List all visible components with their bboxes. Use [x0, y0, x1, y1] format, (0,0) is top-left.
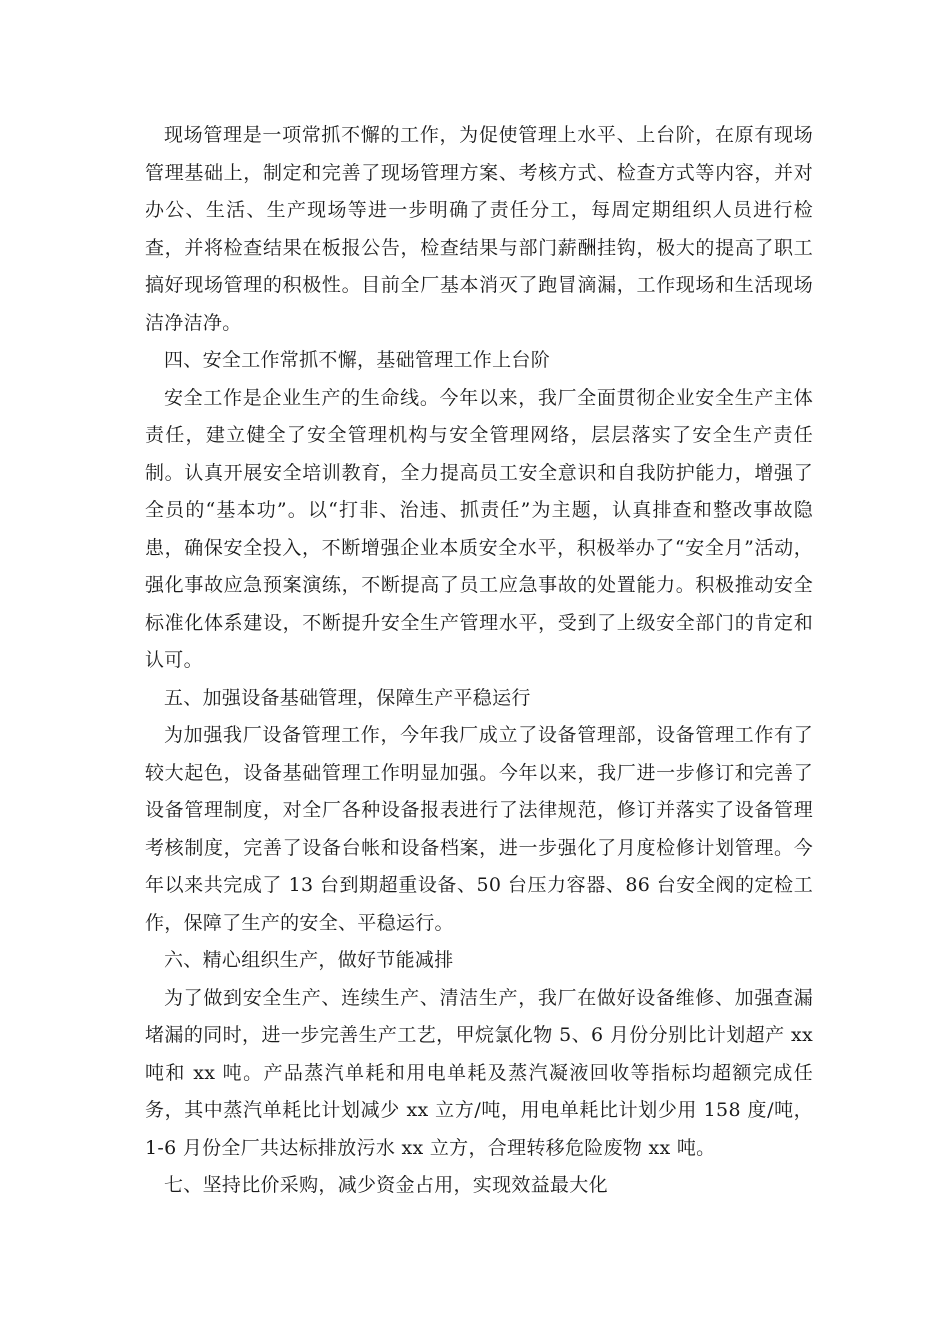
heading-section-6: 六、精心组织生产，做好节能减排 [164, 949, 454, 971]
heading-section-7: 七、坚持比价采购，减少资金占用，实现效益最大化 [164, 1174, 608, 1196]
paragraph-site-management: 现场管理是一项常抓不懈的工作，为促使管理上水平、上台阶，在原有现场管理基础上，制定和完善了现场管理方案、考核方式、检查方式等内容，并对办公、生活、生产现场等进一步明确了责任分工，每周定期组织人员进行检查，并将检查结果在板报公告，检查结果与部门薪酬挂钩，极大的提高了职工搞好现场管理的积极性。目前全厂基本消灭了跑冒滴漏，工作现场和生活现场洁净洁净。 [145, 124, 813, 334]
heading-section-4: 四、安全工作常抓不懈，基础管理工作上台阶 [164, 349, 551, 371]
document-page [145, 117, 813, 1205]
paragraph-production-energy: 为了做到安全生产、连续生产、清洁生产，我厂在做好设备维修、加强查漏堵漏的同时，进一步完善生产工艺，甲烷氯化物 5、6 月份分别比计划超产 xx 吨和 xx 吨。产品蒸汽单耗和用电单耗及蒸汽凝液回收等指标均超额完成任务，其中蒸汽单耗比计划减少 xx 立方/吨，用电单耗比计划少用 158 度/吨，1-6 月份全厂共达标排放污水 xx 立方，合理转移危险废物 xx 吨。 [145, 986, 813, 1159]
paragraph-equipment-management: 为加强我厂设备管理工作，今年我厂成立了设备管理部，设备管理工作有了较大起色，设备基础管理工作明显加强。今年以来，我厂进一步修订和完善了设备管理制度，对全厂各种设备报表进行了法律规范，修订并落实了设备管理考核制度，完善了设备台帐和设备档案，进一步强化了月度检修计划管理。今年以来共完成了 13 台到期超重设备、50 台压力容器、86 台安全阀的定检工作，保障了生产的安全、平稳运行。 [145, 724, 813, 934]
heading-section-5: 五、加强设备基础管理，保障生产平稳运行 [164, 686, 531, 709]
paragraph-safety-work: 安全工作是企业生产的生命线。今年以来，我厂全面贯彻企业安全生产主体责任，建立健全了安全管理机构与安全管理网络，层层落实了安全生产责任制。认真开展安全培训教育，全力提高员工安全意识和自我防护能力，增强了全员的“基本功”。以“打非、治违、抓责任”为主题，认真排查和整改事故隐患，确保安全投入，不断增强企业本质安全水平，积极举办了“安全月”活动，强化事故应急预案演练，不断提高了员工应急事故的处置能力。积极推动安全标准化体系建设，不断提升安全生产管理水平，受到了上级安全部门的肯定和认可。 [145, 386, 813, 671]
